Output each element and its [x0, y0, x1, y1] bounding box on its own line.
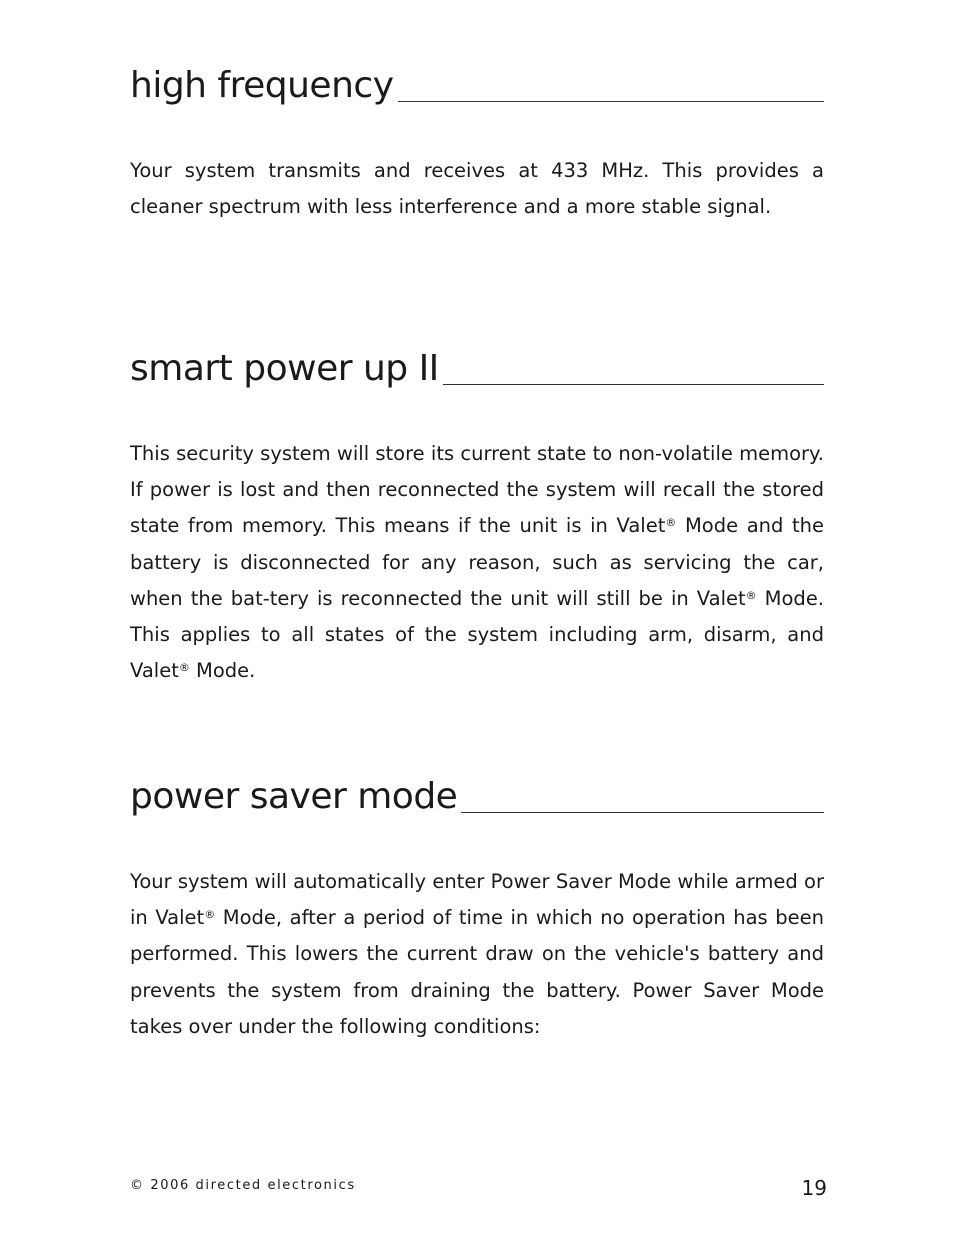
section-paragraph [130, 864, 824, 1045]
heading-rule [443, 384, 824, 385]
heading-rule [461, 812, 824, 813]
section-title: power saver mode [130, 776, 458, 817]
heading-rule [398, 101, 825, 102]
section-power-saver-mode [130, 763, 824, 1045]
registered-mark: ® [745, 588, 757, 602]
paragraph-text: Mode, after a period of time in which no operation has been performed. This lowers the current draw on the vehicle's battery and prevents the system from draining the battery. Power Saver Mode takes over under the following conditions: [130, 906, 824, 1038]
section-paragraph: Your system transmits and receives at 433 MHz. This provides a cleaner spectrum with less interference and a more stable signal. [130, 159, 824, 219]
registered-mark: ® [178, 661, 190, 675]
section-heading-row [130, 335, 824, 387]
footer-copyright: © 2006 directed electronics [130, 1178, 356, 1193]
paragraph-text: This security system will store its current state to non-volatile memory. If power is lost and then reconnected the system will recall the stored state from memory. This means if the unit is in Valet [130, 442, 824, 538]
section-smart-power-up [130, 335, 824, 689]
section-title: high frequency [130, 65, 394, 106]
section-paragraph [130, 436, 824, 689]
section-heading-row [130, 763, 824, 815]
paragraph-text: Mode. [189, 659, 256, 683]
paragraph-text: Your system will automatically enter Power Saver Mode while armed or in Valet [130, 870, 824, 930]
registered-mark: ® [665, 516, 677, 530]
paragraph-text: Mode and the battery is disconnected for any reason, such as servicing the car, when the bat-tery is reconnected the unit will still be in Valet [130, 514, 824, 610]
paragraph-text: Mode. This applies to all states of the system including arm, disarm, and Valet [130, 586, 825, 683]
registered-mark: ® [204, 908, 216, 922]
section-title: smart power up II [130, 348, 439, 389]
page-number: 19 [801, 1176, 827, 1200]
section-high-frequency [130, 52, 824, 225]
section-heading-row [130, 52, 824, 104]
